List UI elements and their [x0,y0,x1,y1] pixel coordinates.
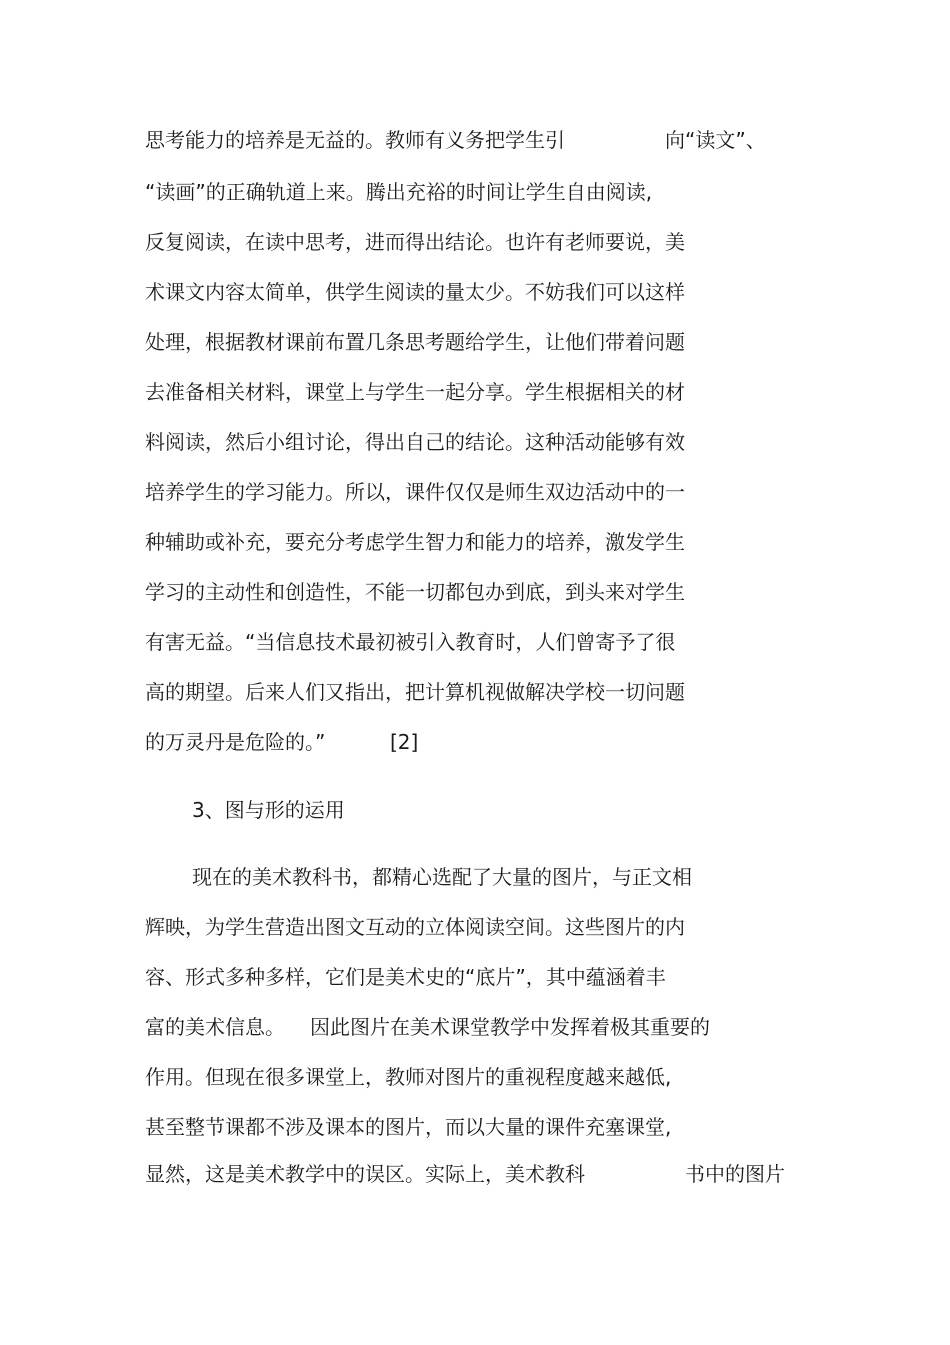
text-segment: 富的美术信息。 [145,1015,285,1039]
citation-ref: [2] [390,730,419,754]
text-segment: 书中的图片 [685,1162,785,1186]
text-segment: 显然，这是美术教学中的误区。实际上，美术教科 [145,1162,585,1186]
text-line: 培养学生的学习能力。所以，课件仅仅是师生双边活动中的一 [145,480,685,504]
text-line: 辉映，为学生营造出图文互动的立体阅读空间。这些图片的内 [145,915,685,939]
text-line: 容、形式多种多样，它们是美术史的“底片”，其中蕴涵着丰 [145,965,666,989]
text-line: 学习的主动性和创造性，不能一切都包办到底，到头来对学生 [145,580,685,604]
text-line: 高的期望。后来人们又指出，把计算机视做解决学校一切问题 [145,680,685,704]
text-line: 有害无益。“当信息技术最初被引入教育时，人们曾寄予了很 [145,630,676,654]
text-line: 术课文内容太简单，供学生阅读的量太少。不妨我们可以这样 [145,280,685,304]
text-line: 料阅读，然后小组讨论，得出自己的结论。这种活动能够有效 [145,430,685,454]
text-segment: 因此图片在美术课堂教学中发挥着极其重要的 [310,1015,710,1039]
text-line: “读画”的正确轨道上来。腾出充裕的时间让学生自由阅读, [145,180,653,204]
section-heading: 3、图与形的运用 [192,798,345,822]
text-line: 现在的美术教科书，都精心选配了大量的图片，与正文相 [192,865,692,889]
text-segment: 的万灵丹是危险的。” [145,730,326,754]
text-line: 作用。但现在很多课堂上，教师对图片的重视程度越来越低, [145,1065,672,1089]
text-line: 处理，根据教材课前布置几条思考题给学生，让他们带着问题 [145,330,685,354]
text-line: 去准备相关材料，课堂上与学生一起分享。学生根据相关的材 [145,380,685,404]
text-segment: 向“读文”、 [665,128,766,152]
text-line: 种辅助或补充，要充分考虑学生智力和能力的培养，激发学生 [145,530,685,554]
text-line: 反复阅读，在读中思考，进而得出结论。也许有老师要说，美 [145,230,685,254]
text-line: 甚至整节课都不涉及课本的图片，而以大量的课件充塞课堂, [145,1115,672,1139]
text-segment: 思考能力的培养是无益的。教师有义务把学生引 [145,128,565,152]
